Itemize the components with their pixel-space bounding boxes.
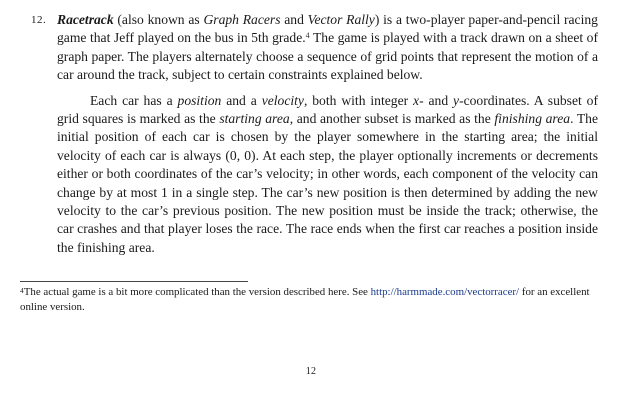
intro-text-2: and [280, 12, 308, 27]
alt-name-graph-racers: Graph Racers [203, 12, 281, 27]
p2-text-5: -coordinates. A subset of grid squares is marked as the [57, 92, 598, 127]
alt-name-vector-rally: Vector Rally [307, 12, 375, 27]
p2-text-7: . The initial position of each car is chosen by the player somewhere in the starting area; the initial velocity of each car is always (0, 0). At each step, the player optionally increments or decrements either or both coordinates of the car’s velocity; in other words, each component of the velocity can change by at most 1 in a single step. The car’s new position is then determined by adding the new velocity to the car’s previous position. The new position must be inside the track; otherwise, the car crashes and that player loses the race. The race ends when the first car reaches a position inside the finishing area. [57, 111, 598, 255]
footnote-link[interactable]: http://harmmade.com/vectorracer/ [370, 286, 520, 298]
term-finishing-area: finishing area [494, 111, 571, 127]
page-number: 12 [305, 366, 317, 377]
term-position: position [177, 92, 222, 108]
intro-text-3: ) is a two-player paper-and-pencil racing game that Jeff played on the bus in 5th grade. [57, 12, 598, 46]
p2-text-6: , and another subset is marked as the [289, 111, 495, 127]
intro-text-4: The game is played with a track drawn on a sheet of graph paper. The players alternately choose a sequence of grid points that represent the motion of a car around the track, subject to certain constraints explained below. [57, 30, 598, 83]
footnote-text-after: for an excellent online version. [20, 286, 590, 313]
problem-12 [20, 11, 598, 257]
var-y: y [453, 92, 460, 108]
var-x: x [413, 92, 420, 108]
term-starting-area: starting area [219, 111, 290, 127]
footnote-rule [20, 281, 248, 282]
footnote-text: The actual game is a bit more complicated than the version described here. See [23, 286, 371, 298]
problem-number: 12. [31, 14, 47, 26]
problem-title: Racetrack [57, 12, 114, 27]
footnote-mark: 4 [20, 286, 24, 295]
p2-text-3: , both with integer [303, 92, 414, 108]
problem-paragraph-2 [57, 92, 598, 258]
term-velocity: velocity [261, 92, 304, 108]
problem-paragraph-1 [57, 11, 598, 85]
p2-text-4: - and [419, 92, 454, 108]
footnote [20, 285, 610, 314]
footnote-reference[interactable]: 4 [305, 31, 310, 41]
p2-text-2: and a [221, 92, 262, 108]
p2-text-1: Each car has a [90, 92, 178, 108]
intro-text-1: (also known as [113, 12, 204, 27]
